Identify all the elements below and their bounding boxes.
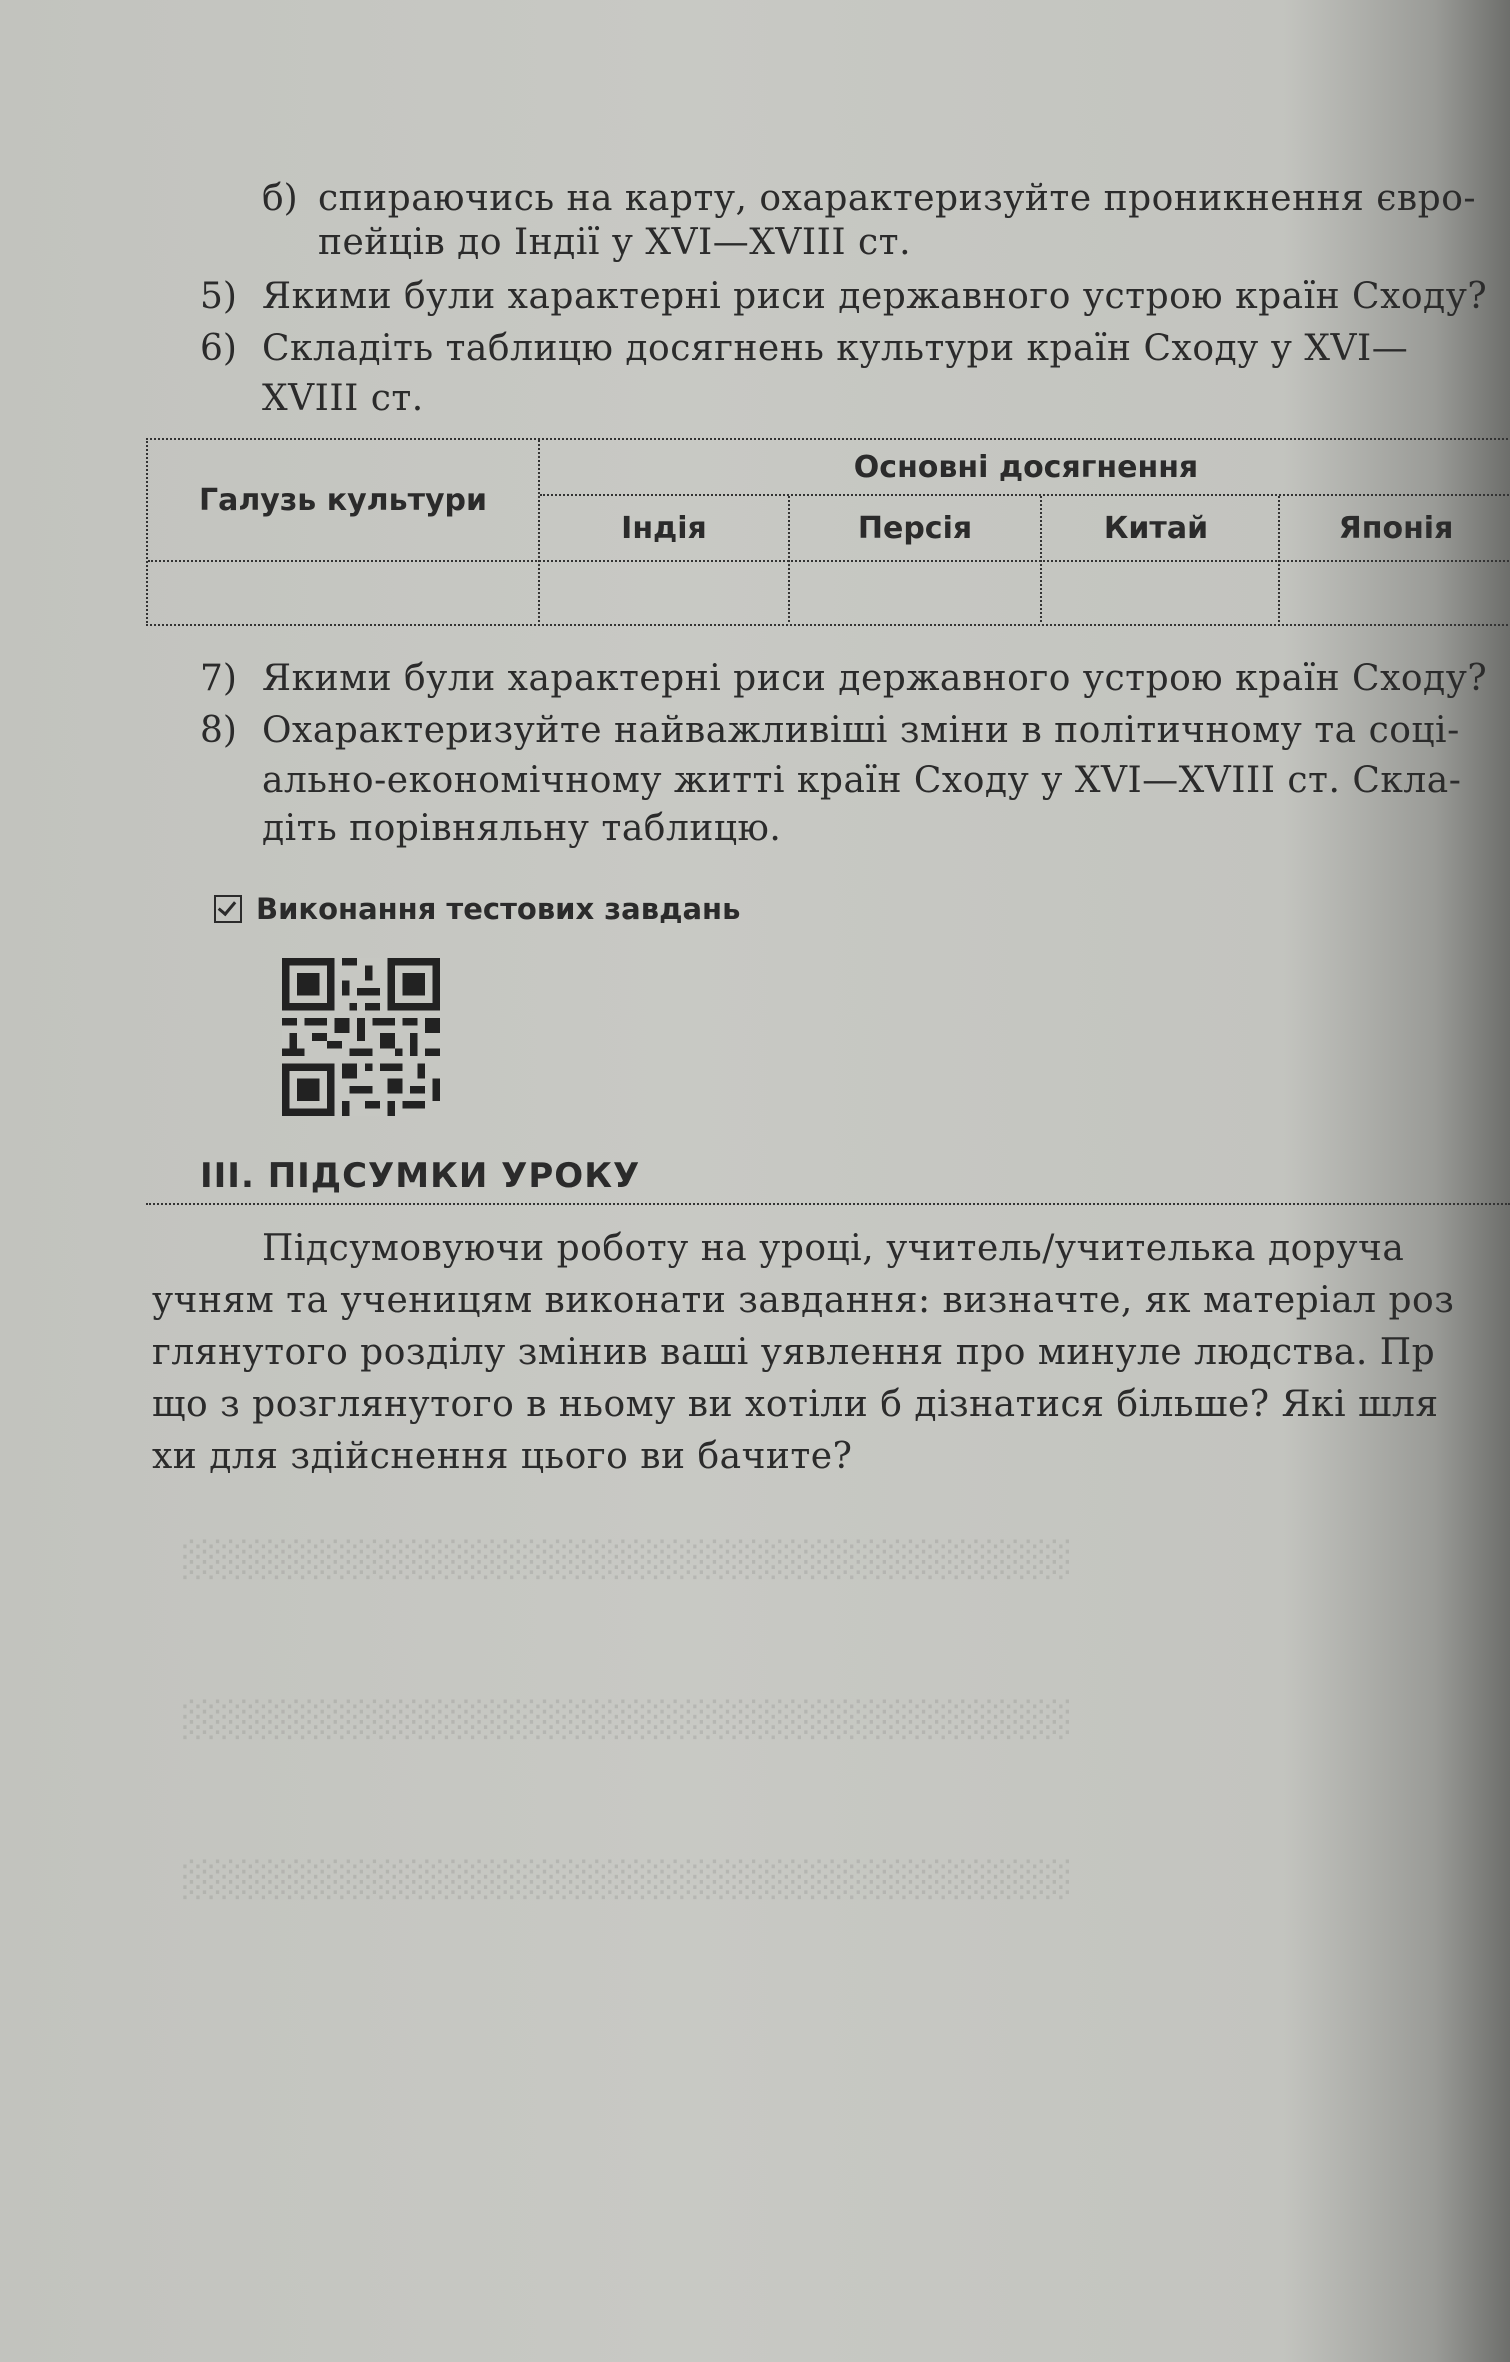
- bleed-through-texture: ░░░░░░░░░░░░░░░░░░░░░░░░░░░░░░░░░░: [180, 1540, 1070, 1580]
- question-b-line1: спираючись на карту, охарактеризуйте проникнення євро-: [318, 178, 1477, 219]
- table-header-branch: Галузь культури: [198, 482, 488, 518]
- summary-paragraph-line: глянутого розділу змінив ваші уявлення про минуле людства. Пр: [152, 1332, 1436, 1373]
- question-5-text: Якими були характерні риси державного устрою країн Сходу?: [262, 276, 1488, 317]
- question-7-number: 7): [200, 658, 237, 699]
- table-header-india: Індія: [621, 510, 707, 546]
- question-b-line2: пейців до Індії у XVI—XVIII ст.: [318, 222, 912, 263]
- question-6-line2: XVIII ст.: [262, 378, 424, 419]
- question-8-line2: ально-економічному житті країн Сходу у XVI—XVIII ст. Скла-: [262, 760, 1462, 801]
- question-5-number: 5): [200, 276, 237, 317]
- test-tasks-row: [214, 892, 740, 926]
- qr-code-icon[interactable]: [282, 958, 440, 1116]
- table-header-persia: Персія: [857, 510, 973, 546]
- section-divider: [146, 1203, 1510, 1205]
- question-8-number: 8): [200, 710, 237, 751]
- summary-paragraph-line: що з розглянутого в ньому ви хотіли б дізнатися більше? Які шля: [152, 1384, 1439, 1425]
- checked-box-icon: [214, 895, 242, 923]
- table-header-china: Китай: [1103, 510, 1209, 546]
- bleed-through-texture: ░░░░░░░░░░░░░░░░░░░░░░░░░░░░░░░░░░: [180, 1700, 1070, 1740]
- question-b-letter: б): [262, 178, 298, 219]
- bleed-through-texture: ░░░░░░░░░░░░░░░░░░░░░░░░░░░░░░░░░░: [180, 1860, 1070, 1900]
- question-6-number: 6): [200, 328, 237, 369]
- culture-achievements-table: [146, 438, 1510, 626]
- question-8-line3: діть порівняльну таблицю.: [262, 808, 782, 849]
- question-7-text: Якими були характерні риси державного устрою країн Сходу?: [262, 658, 1488, 699]
- table-header-main: Основні досягнення: [853, 449, 1199, 485]
- summary-paragraph-line: Підсумовуючи роботу на уроці, учитель/учителька доруча: [262, 1228, 1405, 1269]
- test-tasks-label: Виконання тестових завдань: [256, 892, 741, 926]
- summary-paragraph-line: учням та ученицям виконати завдання: визначте, як матеріал роз: [152, 1280, 1455, 1321]
- question-8-line1: Охарактеризуйте найважливіші зміни в політичному та соці-: [262, 710, 1460, 751]
- question-6-line1: Складіть таблицю досягнень культури країн Сходу у XVI—: [262, 328, 1409, 369]
- table-header-japan: Японія: [1338, 510, 1454, 546]
- summary-paragraph-line: хи для здійснення цього ви бачите?: [152, 1436, 853, 1477]
- section-heading: III. ПІДСУМКИ УРОКУ: [200, 1156, 641, 1196]
